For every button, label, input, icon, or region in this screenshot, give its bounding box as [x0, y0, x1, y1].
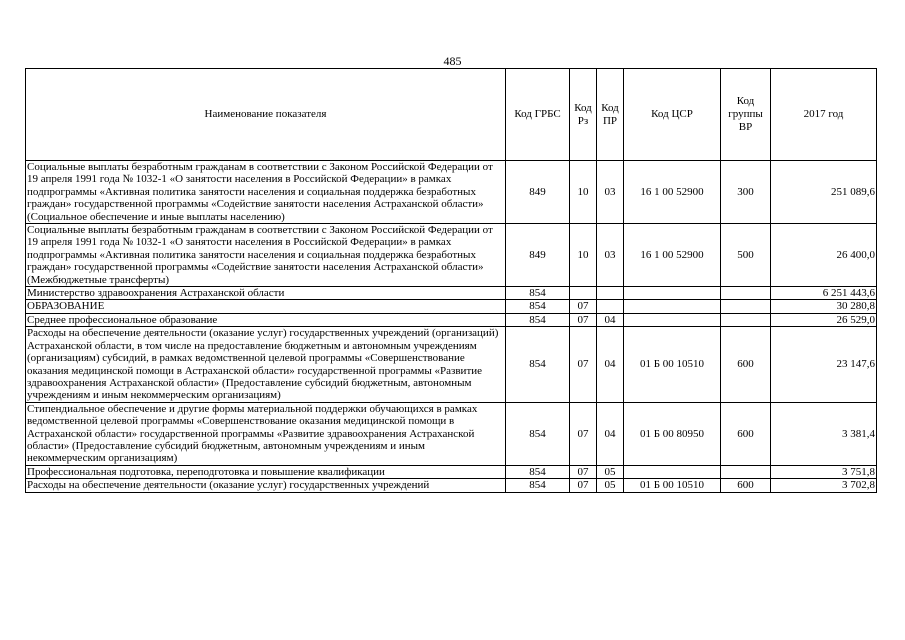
row-grbs: 854	[506, 313, 570, 326]
row-name: Министерство здравоохранения Астраханской области	[26, 287, 506, 300]
table-row	[26, 313, 877, 326]
table-row	[26, 300, 877, 313]
row-csr: 01 Б 00 80950	[624, 402, 721, 465]
row-csr	[624, 287, 721, 300]
row-amount: 26 529,0	[771, 313, 877, 326]
row-vr	[721, 313, 771, 326]
row-amount: 3 702,8	[771, 479, 877, 492]
row-rz: 10	[570, 161, 597, 224]
table-row	[26, 465, 877, 478]
row-csr: 01 Б 00 10510	[624, 327, 721, 402]
row-rz: 07	[570, 402, 597, 465]
row-amount: 6 251 443,6	[771, 287, 877, 300]
row-vr: 500	[721, 224, 771, 287]
row-rz: 10	[570, 224, 597, 287]
row-rz: 07	[570, 479, 597, 492]
row-pr	[597, 300, 624, 313]
header-grbs: Код ГРБС	[506, 69, 570, 161]
table-header-row	[26, 69, 877, 161]
row-vr: 300	[721, 161, 771, 224]
header-name: Наименование показателя	[26, 69, 506, 161]
row-amount: 251 089,6	[771, 161, 877, 224]
row-pr: 04	[597, 313, 624, 326]
row-vr: 600	[721, 479, 771, 492]
table-row	[26, 402, 877, 465]
table-row	[26, 479, 877, 492]
row-name: Профессиональная подготовка, переподготовка и повышение квалификации	[26, 465, 506, 478]
row-name: Среднее профессиональное образование	[26, 313, 506, 326]
row-vr	[721, 300, 771, 313]
row-grbs: 854	[506, 465, 570, 478]
row-amount: 26 400,0	[771, 224, 877, 287]
page-number: 485	[443, 54, 462, 68]
row-vr: 600	[721, 402, 771, 465]
row-pr	[597, 287, 624, 300]
row-grbs: 854	[506, 300, 570, 313]
budget-table	[25, 68, 877, 493]
row-pr: 04	[597, 327, 624, 402]
row-grbs: 854	[506, 287, 570, 300]
row-pr: 05	[597, 465, 624, 478]
row-amount: 3 381,4	[771, 402, 877, 465]
row-csr	[624, 300, 721, 313]
row-amount: 30 280,8	[771, 300, 877, 313]
row-vr	[721, 465, 771, 478]
row-vr: 600	[721, 327, 771, 402]
row-name: Социальные выплаты безработным гражданам в соответствии с Законом Российской Федерации от 19 апреля 1991 года № 1032-1 «О занятости населения в Российской Федерации» в рамках подпрограммы «Активная политика занятости населения и социальная поддержка безработных граждан» государственной программы «Содействие занятости населения Астраханской области» (Социальное обеспечение и иные выплаты населению)	[26, 161, 506, 224]
row-amount: 23 147,6	[771, 327, 877, 402]
header-rz: Код Рз	[570, 69, 597, 161]
row-grbs: 849	[506, 224, 570, 287]
row-name: Расходы на обеспечение деятельности (оказание услуг) государственных учреждений (организаций) Астраханской области, в том числе на предоставление бюджетным и автономным учреждениям (организациям) субсидий, в рамках ведомственной целевой программы «Совершенствование оказания медицинской помощи в Астраханской области» государственной программы «Развитие здравоохранения Астраханской области» (Предоставление субсидий бюджетным, автономным учреждениям и иным некоммерческим организациям)	[26, 327, 506, 402]
row-grbs: 854	[506, 402, 570, 465]
row-rz: 07	[570, 313, 597, 326]
row-name: Стипендиальное обеспечение и другие формы материальной поддержки обучающихся в рамках ведомственной целевой программы «Совершенствование оказания медицинской помощи в Астраханской области» государственной программы «Развитие здравоохранения Астраханской области» (Предоставление субсидий бюджетным, автономным учреждениям и иным некоммерческим организациям)	[26, 402, 506, 465]
row-pr: 05	[597, 479, 624, 492]
row-name: ОБРАЗОВАНИЕ	[26, 300, 506, 313]
row-rz	[570, 287, 597, 300]
table-row	[26, 161, 877, 224]
header-csr: Код ЦСР	[624, 69, 721, 161]
row-pr: 03	[597, 161, 624, 224]
row-csr: 16 1 00 52900	[624, 224, 721, 287]
row-csr: 01 Б 00 10510	[624, 479, 721, 492]
table-row	[26, 327, 877, 402]
row-csr: 16 1 00 52900	[624, 161, 721, 224]
header-vr: Код группы ВР	[721, 69, 771, 161]
row-rz: 07	[570, 465, 597, 478]
row-grbs: 849	[506, 161, 570, 224]
row-rz: 07	[570, 300, 597, 313]
row-name: Социальные выплаты безработным гражданам в соответствии с Законом Российской Федерации от 19 апреля 1991 года № 1032-1 «О занятости населения в Российской Федерации» в рамках подпрограммы «Активная политика занятости населения и социальная поддержка безработных граждан» государственной программы «Содействие занятости населения Астраханской области» (Межбюджетные трансферты)	[26, 224, 506, 287]
row-pr: 04	[597, 402, 624, 465]
row-amount: 3 751,8	[771, 465, 877, 478]
header-year: 2017 год	[771, 69, 877, 161]
table-row	[26, 287, 877, 300]
row-name: Расходы на обеспечение деятельности (оказание услуг) государственных учреждений	[26, 479, 506, 492]
header-pr: Код ПР	[597, 69, 624, 161]
row-csr	[624, 465, 721, 478]
row-grbs: 854	[506, 479, 570, 492]
row-grbs: 854	[506, 327, 570, 402]
row-pr: 03	[597, 224, 624, 287]
table-row	[26, 224, 877, 287]
row-vr	[721, 287, 771, 300]
row-csr	[624, 313, 721, 326]
row-rz: 07	[570, 327, 597, 402]
